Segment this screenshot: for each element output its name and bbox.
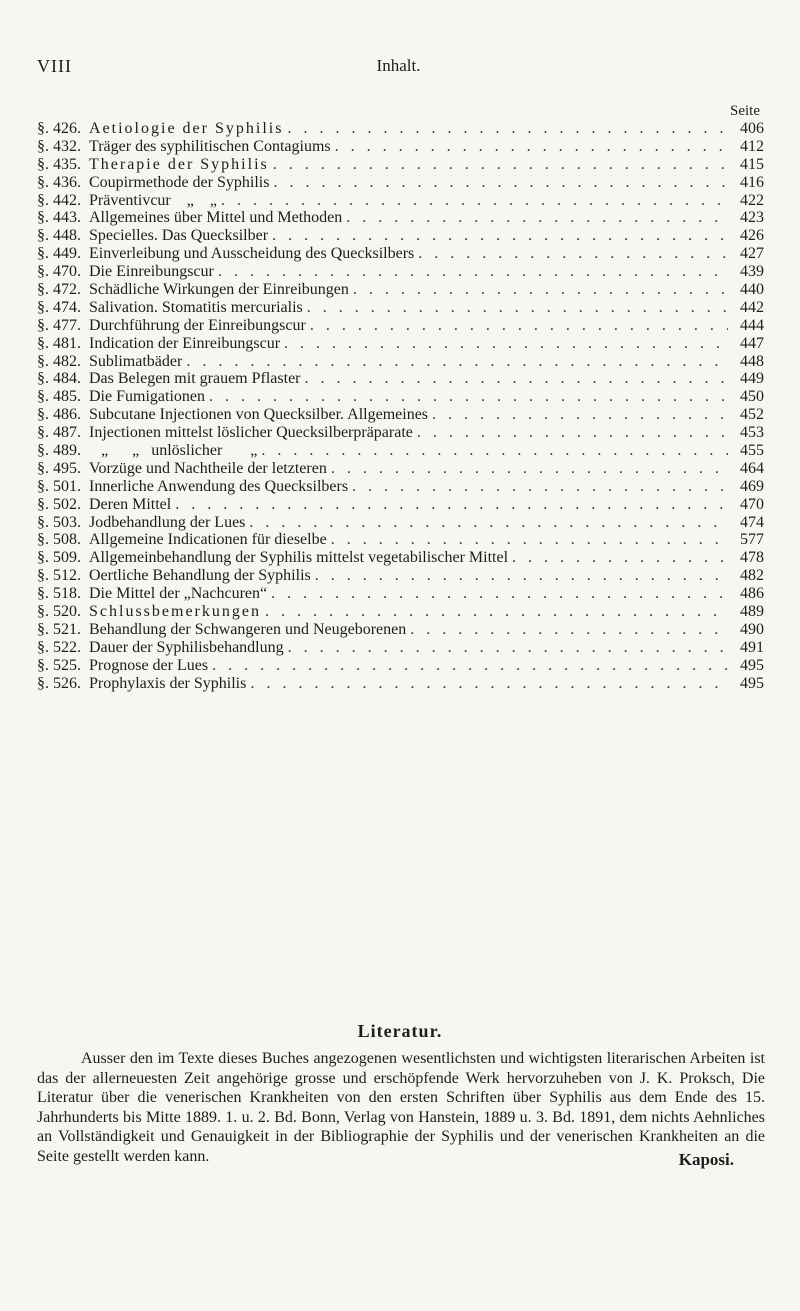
toc-page-number: 423 <box>740 209 764 227</box>
toc-title: Jodbehandlung der Lues <box>89 513 246 531</box>
dot-leader <box>284 335 728 353</box>
toc-section-number: §. 472. <box>37 281 81 299</box>
toc-page-number: 416 <box>740 173 764 191</box>
toc-page-number: 455 <box>740 442 764 460</box>
dot-leader <box>288 639 728 657</box>
toc-section-number: §. 521. <box>37 620 81 638</box>
toc-entry <box>37 192 764 210</box>
dot-leader <box>271 585 728 603</box>
toc-section-number: §. 426. <box>37 120 81 137</box>
toc-page-number: 491 <box>740 638 764 656</box>
toc-entry <box>37 531 764 549</box>
toc-section-number: §. 495. <box>37 459 81 477</box>
toc-entry <box>37 406 764 424</box>
toc-section-number: §. 486. <box>37 406 81 424</box>
toc-section-number: §. 502. <box>37 495 81 513</box>
toc-entry <box>37 335 764 353</box>
toc-section-number: §. 503. <box>37 513 81 531</box>
toc-section-number: §. 474. <box>37 298 81 316</box>
toc-title: Die Mittel der „Nachcuren“ <box>89 585 268 603</box>
toc-page-number: 412 <box>740 137 764 155</box>
toc-entry <box>37 138 764 156</box>
toc-page-number: 450 <box>740 388 764 406</box>
toc-entry <box>37 549 764 567</box>
toc-page-number: 427 <box>740 245 764 263</box>
toc-entry <box>37 317 764 335</box>
toc-page-number: 444 <box>740 316 764 334</box>
toc-entry <box>37 621 764 639</box>
author-signature: Kaposi. <box>678 1150 734 1169</box>
toc-section-number: §. 442. <box>37 191 81 209</box>
toc-page-number: 452 <box>740 406 764 424</box>
dot-leader <box>432 406 728 424</box>
toc-section-number: §. 449. <box>37 245 81 263</box>
toc-entry <box>37 120 764 138</box>
toc-title: Deren Mittel <box>89 495 172 513</box>
toc-section-number: §. 482. <box>37 352 81 370</box>
toc-page-number: 495 <box>740 674 764 692</box>
toc-title: Träger des syphilitischen Contagiums <box>89 137 331 155</box>
toc-page-number: 474 <box>740 513 764 531</box>
toc-page-number: 482 <box>740 567 764 585</box>
toc-title: Subcutane Injectionen von Quecksilber. Allgemeines <box>89 406 429 424</box>
dot-leader <box>310 317 728 335</box>
toc-title: Coupirmethode der Syphilis <box>89 173 270 191</box>
dot-leader <box>249 514 728 532</box>
toc-page-number: 422 <box>740 191 764 209</box>
toc-title: „ „ unlöslicher „ <box>89 442 258 460</box>
toc-title: Sublimatbäder <box>89 352 183 370</box>
toc-page-number: 415 <box>740 155 764 173</box>
dot-leader <box>273 174 728 192</box>
dot-leader <box>331 460 728 478</box>
toc-page-number: 406 <box>740 120 764 137</box>
toc-entry <box>37 424 764 442</box>
toc-entry <box>37 657 764 675</box>
toc-title: Indication der Einreibungscur <box>89 334 281 352</box>
page-column-label: Seite <box>730 103 760 119</box>
toc-title: Die Einreibungscur <box>89 263 214 281</box>
dot-leader <box>221 192 728 210</box>
toc-title: Aetiologie der Syphilis <box>89 120 284 137</box>
toc-section-number: §. 512. <box>37 567 81 585</box>
toc-entry <box>37 227 764 245</box>
toc-title: Allgemeinbehandlung der Syphilis mittelst vegetabilischer Mittel <box>89 549 509 567</box>
toc-page-number: 453 <box>740 424 764 442</box>
dot-leader <box>307 299 728 317</box>
toc-entry <box>37 281 764 299</box>
dot-leader <box>352 478 728 496</box>
dot-leader <box>212 657 728 675</box>
dot-leader <box>346 209 728 227</box>
dot-leader <box>331 531 728 549</box>
toc-section-number: §. 448. <box>37 227 81 245</box>
dot-leader <box>272 227 728 245</box>
toc-title: Innerliche Anwendung des Quecksilbers <box>89 477 349 495</box>
dot-leader <box>265 603 728 621</box>
toc-entry <box>37 209 764 227</box>
toc-entry <box>37 514 764 532</box>
toc-page-number: 478 <box>740 549 764 567</box>
toc-section-number: §. 443. <box>37 209 81 227</box>
toc-title: Einverleibung und Ausscheidung des Quecksilbers <box>89 245 415 263</box>
toc-section-number: §. 526. <box>37 674 81 692</box>
toc-page-number: 495 <box>740 656 764 674</box>
toc-entry <box>37 174 764 192</box>
toc-title: Therapie der Syphilis <box>89 155 269 173</box>
toc-title: Vorzüge und Nachtheile der letzteren <box>89 459 327 477</box>
dot-leader <box>186 353 728 371</box>
running-title: Inhalt. <box>376 56 421 75</box>
toc-entry <box>37 675 764 693</box>
toc-page-number: 489 <box>740 603 764 621</box>
dot-leader <box>250 675 728 693</box>
literature-paragraph: Ausser den im Texte dieses Buches angezogenen wesentlichsten und wichtigsten literarischen Arbeiten ist das der allerneuesten Zeit angehörige grosse und erschöpfende Werk hervorzuheben von J. K. Proksch, Die Literatur über die venerischen Krankheiten von den ersten Schriften über Syphilis aus dem Ende des 15. Jahrhunderts bis Mitte 1889. 1. u. 2. Bd. Bonn, Verlag von Hanstein, 1889 u. 3. Bd. 1891, dem nichts Aehnliches an Vollständigkeit und Genauigkeit in der Bibliographie der Syphilis und der venerischen Krankheiten an die Seite gestellt werden kann. <box>37 1050 765 1165</box>
toc-page-number: 440 <box>740 281 764 299</box>
toc-entry <box>37 567 764 585</box>
toc-title: Prophylaxis der Syphilis <box>89 674 247 692</box>
page-number: VIII <box>37 56 72 76</box>
toc-title: Oertliche Behandlung der Syphilis <box>89 567 311 585</box>
toc-page-number: 486 <box>740 585 764 603</box>
dot-leader <box>261 442 728 460</box>
toc-entry <box>37 388 764 406</box>
dot-leader <box>273 156 728 174</box>
toc-section-number: §. 477. <box>37 316 81 334</box>
toc-entry <box>37 263 764 281</box>
toc-title: Injectionen mittelst löslicher Quecksilberpräparate <box>89 424 413 442</box>
toc-page-number: 577 <box>740 531 764 549</box>
toc-page-number: 469 <box>740 477 764 495</box>
toc-title: Allgemeine Indicationen für dieselbe <box>89 531 327 549</box>
toc-section-number: §. 484. <box>37 370 81 388</box>
toc-title: Specielles. Das Quecksilber <box>89 227 269 245</box>
dot-leader <box>218 263 728 281</box>
dot-leader <box>418 245 728 263</box>
page-header <box>37 56 760 80</box>
toc-entry <box>37 460 764 478</box>
toc-entry <box>37 478 764 496</box>
toc-section-number: §. 432. <box>37 137 81 155</box>
toc-entry <box>37 156 764 174</box>
toc-title: Prognose der Lues <box>89 656 209 674</box>
toc-section-number: §. 522. <box>37 638 81 656</box>
toc-page-number: 470 <box>740 495 764 513</box>
toc-page-number: 439 <box>740 263 764 281</box>
dot-leader <box>315 567 728 585</box>
dot-leader <box>287 120 728 138</box>
toc-page-number: 442 <box>740 298 764 316</box>
dot-leader <box>209 388 728 406</box>
toc-title: Die Fumigationen <box>89 388 205 406</box>
toc-entry <box>37 353 764 371</box>
toc-entry <box>37 603 764 621</box>
toc-page-number: 426 <box>740 227 764 245</box>
dot-leader <box>353 281 728 299</box>
literature-heading: Literatur. <box>357 1021 443 1041</box>
dot-leader <box>305 370 729 388</box>
toc-title: Das Belegen mit grauem Pflaster <box>89 370 301 388</box>
toc-page-number: 464 <box>740 459 764 477</box>
toc-section-number: §. 525. <box>37 656 81 674</box>
toc-entry <box>37 245 764 263</box>
toc-section-number: §. 487. <box>37 424 81 442</box>
dot-leader <box>335 138 728 156</box>
toc-section-number: §. 508. <box>37 531 81 549</box>
toc-section-number: §. 481. <box>37 334 81 352</box>
toc-title: Schlussbemerkungen <box>89 603 261 621</box>
toc-entry <box>37 370 764 388</box>
toc-section-number: §. 485. <box>37 388 81 406</box>
dot-leader <box>417 424 728 442</box>
dot-leader <box>512 549 728 567</box>
toc-page-number: 447 <box>740 334 764 352</box>
toc-title: Behandlung der Schwangeren und Neugeborenen <box>89 620 407 638</box>
toc-section-number: §. 489. <box>37 442 81 460</box>
toc-section-number: §. 470. <box>37 263 81 281</box>
toc-entry <box>37 639 764 657</box>
toc-entry <box>37 585 764 603</box>
table-of-contents <box>37 120 764 693</box>
toc-section-number: §. 520. <box>37 603 81 621</box>
toc-title: Allgemeines über Mittel und Methoden <box>89 209 343 227</box>
toc-title: Durchführung der Einreibungscur <box>89 316 306 334</box>
toc-title: Salivation. Stomatitis mercurialis <box>89 298 303 316</box>
toc-title: Dauer der Syphilisbehandlung <box>89 638 284 656</box>
toc-section-number: §. 435. <box>37 155 81 173</box>
toc-section-number: §. 518. <box>37 585 81 603</box>
toc-section-number: §. 501. <box>37 477 81 495</box>
toc-page-number: 449 <box>740 370 764 388</box>
toc-page-number: 490 <box>740 620 764 638</box>
toc-entry <box>37 496 764 514</box>
dot-leader <box>175 496 728 514</box>
toc-section-number: §. 436. <box>37 173 81 191</box>
toc-page-number: 448 <box>740 352 764 370</box>
toc-title: Präventivcur „ „ <box>89 191 217 209</box>
toc-entry <box>37 299 764 317</box>
toc-title: Schädliche Wirkungen der Einreibungen <box>89 281 349 299</box>
dot-leader <box>410 621 728 639</box>
toc-section-number: §. 509. <box>37 549 81 567</box>
toc-entry <box>37 442 764 460</box>
